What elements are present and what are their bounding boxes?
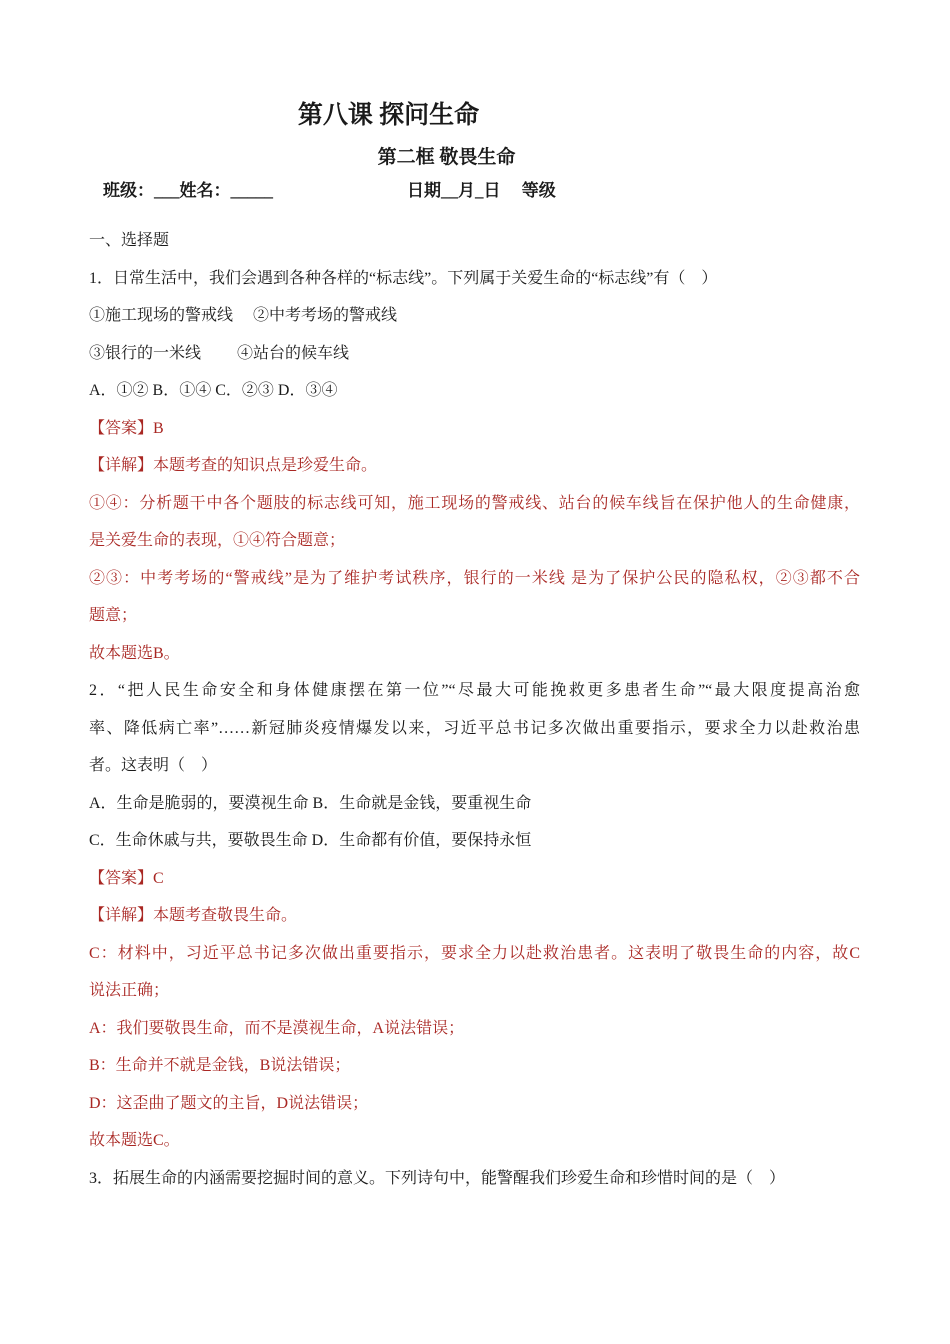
q1-conclusion: 故本题选B。 [89,644,180,662]
q2-stem-line: 2．“把人民生命安全和身体健康摆在第一位”“尽最大可能挽救更多患者生命”“最大限度提高治愈 [89,682,860,699]
q2-stem-line: 者。这表明（ ） [89,757,218,774]
class-name-blanks: 班级：___姓名：_____ [103,181,273,200]
q1-options: A．①② B．①④ C．②③ D．③④ [89,382,338,399]
q2-analysis-line: D：这歪曲了题文的主旨，D说法错误； [89,1094,369,1112]
student-info-line [89,179,860,203]
lesson-title: 第八课 探问生命 [297,102,480,129]
q2-analysis-head: 【详解】本题考查敬畏生命。 [89,907,298,924]
q2-stem-line: 率、降低病亡率”……新冠肺炎疫情爆发以来，习近平总书记多次做出重要指示，要求全力以赴救治患 [89,719,860,737]
q2-analysis-line: B：生命并不就是金钱，B说法错误； [89,1057,351,1074]
question-body [89,222,860,1197]
q1-stem: 1．日常生活中，我们会遇到各种各样的“标志线”。下列属于关爱生命的“标志线”有（ ） [89,269,718,287]
q3-stem: 3．拓展生命的内涵需要挖掘时间的意义。下列诗句中，能警醒我们珍爱生命和珍惜时间的是（ ） [89,1169,786,1187]
q2-options-c-d: C．生命休戚与共，要敬畏生命 D．生命都有价值，要保持永恒 [89,832,532,849]
q2-analysis-line: C：材料中，习近平总书记多次做出重要指示，要求全力以赴救治患者。这表明了敬畏生命的内容，故C [89,944,860,962]
q1-items-3-4: ③银行的一米线 ④站台的候车线 [89,344,350,362]
q1-analysis-line: ②③：中考考场的“警戒线”是为了维护考试秩序，银行的一米线 是为了保护公民的隐私权，②③都不合 [89,569,860,587]
q1-items-1-2: ①施工现场的警戒线 ②中考考场的警戒线 [89,307,398,324]
q2-options-a-b: A．生命是脆弱的，要漠视生命 B．生命就是金钱，要重视生命 [89,794,532,812]
q2-conclusion: 故本题选C。 [89,1132,180,1149]
q2-answer: 【答案】C [89,869,164,887]
date-grade-blanks: 日期__月_日 等级 [407,181,556,200]
q1-answer: 【答案】B [89,419,164,437]
q2-analysis-line: A：我们要敬畏生命，而不是漠视生命，A说法错误； [89,1019,465,1037]
q1-analysis-head: 【详解】本题考查的知识点是珍爱生命。 [89,457,378,474]
q1-analysis-line: 是关爱生命的表现，①④符合题意； [89,532,346,549]
section-heading: 一、选择题 [89,232,170,249]
q1-analysis-line: 题意； [89,607,138,624]
frame-subtitle: 第二框 敬畏生命 [377,147,516,168]
q2-analysis-line: 说法正确； [89,982,170,999]
q1-analysis-line: ①④：分析题干中各个题肢的标志线可知，施工现场的警戒线、站台的候车线旨在保护他人的生命健康， [89,494,860,512]
